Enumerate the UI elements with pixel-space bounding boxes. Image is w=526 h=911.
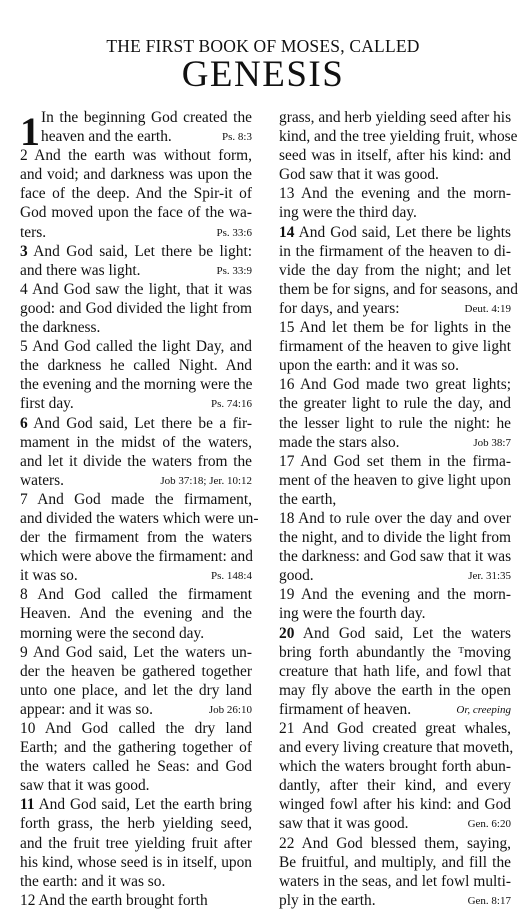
line-text: der the heaven be gathered together [20, 662, 252, 680]
text-line [20, 662, 252, 681]
line-text: the evening and the morning were the [20, 376, 253, 394]
cross-reference: Deut. 4:19 [464, 302, 511, 315]
text-line [279, 719, 511, 738]
text-line [20, 452, 252, 471]
text-line [279, 604, 511, 623]
line-text: and void; and darkness was upon the [20, 166, 252, 184]
line-text: may fly above the earth in the open [279, 681, 511, 699]
line-text: 5 And God called the light Day, and [20, 338, 252, 356]
line-text: in the firmament of the heaven to di- [279, 242, 511, 260]
cross-reference: Ps. 8:3 [222, 131, 252, 144]
line-text: creature that hath life, and fowl that [279, 662, 511, 680]
text-line [279, 814, 511, 833]
line-text: the darkness. [20, 319, 101, 337]
text-line [20, 547, 252, 566]
text-line [279, 834, 511, 853]
text-line [20, 700, 252, 719]
line-text: the greater light to rule the day, and [279, 395, 511, 413]
text-line [20, 585, 252, 604]
text-line [20, 643, 252, 662]
text-line [279, 146, 511, 165]
line-text: upon the earth: and it was so. [279, 357, 459, 375]
line-text: his kind, whose seed is in itself, upon [20, 853, 252, 871]
line-text: ing were the third day. [279, 204, 417, 222]
line-text: saw that it was good. [279, 815, 409, 833]
text-line [279, 757, 511, 776]
text-line [279, 203, 511, 222]
text-line [20, 891, 252, 910]
text-line [279, 318, 511, 337]
text-line [20, 223, 252, 242]
text-line [279, 242, 511, 261]
line-text: made the stars also. [279, 433, 400, 451]
text-line [279, 662, 511, 681]
line-text: and let it divide the waters from the [20, 452, 252, 470]
line-text: 12 And the earth brought forth [20, 891, 208, 909]
line-text: ters. [20, 223, 47, 241]
text-line [20, 146, 252, 165]
text-line [20, 280, 252, 299]
book-kicker: THE FIRST BOOK OF MOSES, CALLED [106, 36, 420, 56]
text-line [20, 108, 252, 127]
text-line [20, 471, 252, 490]
text-line [279, 528, 511, 547]
text-line [279, 356, 511, 375]
text-line [279, 165, 511, 184]
line-text: kind, and the tree yielding fruit, whose [279, 128, 518, 146]
text-line [20, 872, 252, 891]
text-line [279, 700, 511, 719]
text-line [20, 604, 252, 623]
line-text: 18 And to rule over the day and over [279, 509, 511, 527]
text-line [20, 261, 252, 280]
line-text: for days, and years: [279, 299, 400, 317]
line-text: 22 And God blessed them, saying, [279, 834, 511, 852]
line-text: firmament of heaven. [279, 700, 412, 718]
text-line [20, 795, 252, 814]
cross-reference: Ps. 33:9 [216, 264, 252, 277]
text-line [20, 853, 252, 872]
line-text: and the fruit tree yielding fruit after [20, 834, 252, 852]
line-text: waters. [20, 471, 65, 489]
cross-reference: Ps. 74:16 [211, 398, 252, 411]
line-text: bring forth abundantly the ᵀmoving [279, 643, 511, 661]
text-line [20, 337, 252, 356]
text-line [20, 356, 252, 375]
text-line [20, 242, 252, 261]
text-line [20, 490, 252, 509]
line-text: 16 And God made two great lights; [279, 376, 511, 394]
text-line [20, 776, 252, 795]
line-text: 2 And the earth was without form, [20, 147, 252, 165]
line-text: 3 And God said, Let there be light: [20, 242, 252, 260]
text-line [279, 776, 511, 795]
book-title: GENESIS [181, 54, 345, 95]
cross-reference: Gen. 8:17 [467, 894, 511, 907]
line-text: der the firmament from the waters [20, 529, 252, 547]
text-line [279, 414, 511, 433]
line-text: 10 And God called the dry land [20, 720, 252, 737]
cross-reference: Job 26:10 [208, 703, 252, 716]
text-line [20, 509, 259, 528]
line-text: firmament of the heaven to give light [279, 338, 511, 356]
line-text: forth grass, the herb yielding seed, [20, 815, 252, 833]
line-text: ply in the earth. [279, 891, 376, 909]
cross-reference: Or, creeping [456, 703, 511, 716]
text-line [20, 814, 252, 833]
text-line [20, 566, 252, 585]
text-line [279, 490, 511, 509]
text-line [20, 681, 252, 700]
line-text: 13 And the evening and the morn- [279, 185, 511, 203]
line-text: waters in the seas, and let fowl multi- [279, 872, 511, 890]
text-line [279, 853, 511, 872]
text-line [279, 394, 511, 413]
text-line [20, 719, 252, 738]
text-line [279, 643, 511, 662]
line-text: mament in the midst of the waters, [20, 433, 252, 451]
text-line [279, 547, 511, 566]
line-text: God saw that it was good. [279, 166, 439, 184]
line-text: them be for signs, and for seasons, and [279, 280, 518, 298]
line-text: it was so. [20, 567, 78, 585]
text-line [20, 127, 252, 146]
line-text: and every living creature that moveth, [279, 739, 514, 757]
text-line [279, 280, 518, 299]
right-text-column [279, 108, 518, 910]
text-line [279, 337, 511, 356]
line-text: face of the deep. And the Spir-it of [20, 185, 252, 203]
line-text: ment of the heaven to give light upon [279, 471, 511, 489]
line-text: first day. [20, 395, 74, 413]
text-line [20, 528, 252, 547]
text-line [279, 223, 511, 242]
line-text: the waters called he Seas: and God [20, 758, 252, 776]
line-text: 21 And God created great whales, [279, 720, 511, 737]
cross-reference: Job 37:18; Jer. 10:12 [160, 474, 252, 487]
line-text: good: and God divided the light from [20, 299, 252, 317]
line-text: the darkness he called Night. And [20, 357, 252, 375]
text-line [279, 872, 511, 891]
cross-reference: Job 38:7 [473, 436, 511, 449]
text-line [279, 375, 511, 394]
line-text: God moved upon the face of the wa- [20, 204, 252, 222]
line-text: and divided the waters which were un- [20, 509, 259, 527]
line-text: 9 And God said, Let the waters un- [20, 643, 252, 661]
line-text: vide the day from the night; and let [279, 261, 511, 279]
line-text: unto one place, and let the dry land [20, 681, 252, 699]
cross-reference: Jer. 31:35 [468, 570, 511, 583]
text-line [279, 127, 518, 146]
line-text: heaven and the earth. [41, 128, 172, 146]
line-text: 11 And God said, Let the earth bring [20, 796, 252, 814]
text-line [20, 394, 252, 413]
line-text: the night, and to divide the light from [279, 529, 511, 547]
text-line [279, 566, 511, 585]
cross-reference: Ps. 33:6 [216, 226, 252, 239]
text-line [20, 299, 252, 318]
text-line [279, 108, 511, 127]
text-line [20, 834, 252, 853]
line-text: good. [279, 567, 314, 585]
text-line [279, 261, 511, 280]
line-text: grass, and herb yielding seed after his [279, 109, 512, 126]
line-text: winged fowl after his kind: and God [279, 796, 511, 814]
text-line [279, 471, 511, 490]
text-line [279, 624, 511, 643]
line-text: Heaven. And the evening and the [20, 605, 252, 623]
line-text: 19 And the evening and the morn- [279, 586, 511, 604]
line-text: the earth, [279, 490, 337, 508]
text-line [20, 624, 252, 643]
line-text: Be fruitful, and multiply, and fill the [279, 853, 511, 871]
line-text: 6 And God said, Let there be a fir- [20, 414, 252, 432]
line-text: seed was in itself, after his kind: and [279, 147, 511, 165]
text-line [20, 375, 252, 394]
line-text: 7 And God made the firmament, [20, 490, 252, 508]
line-text: dantly, after their kind, and every [279, 777, 511, 795]
text-line [20, 318, 252, 337]
line-text: appear: and it was so. [20, 700, 153, 718]
line-text: which were above the firmament: and [20, 548, 253, 566]
line-text: and there was light. [20, 261, 141, 279]
line-text: 20 And God said, Let the waters [279, 624, 511, 642]
text-line [279, 681, 511, 700]
line-text: 8 And God called the firmament [20, 586, 252, 604]
line-text: morning were the second day. [20, 624, 205, 642]
text-line [20, 203, 252, 222]
text-line [20, 414, 252, 433]
line-text: the darkness: and God saw that it was [279, 548, 512, 566]
text-line [279, 452, 511, 471]
line-text: 17 And God set them in the firma- [279, 452, 511, 470]
line-text: the lesser light to rule the night: he [279, 414, 511, 432]
text-line [279, 433, 511, 452]
cross-reference: Gen. 6:20 [467, 818, 511, 831]
left-text-column [20, 108, 259, 910]
line-text: the earth: and it was so. [20, 872, 166, 890]
line-text: 14 And God said, Let there be lights [279, 223, 511, 241]
line-text: saw that it was good. [20, 777, 150, 795]
chapter-number: 1 [20, 109, 40, 154]
text-line [279, 795, 511, 814]
text-line [279, 585, 511, 604]
text-line [20, 184, 252, 203]
text-line [279, 509, 511, 528]
line-text: Earth; and the gathering together of [20, 739, 252, 757]
line-text: ing were the fourth day. [279, 605, 426, 623]
text-line [20, 738, 252, 757]
text-line [20, 757, 252, 776]
line-text: 4 And God saw the light, that it was [20, 280, 252, 298]
text-line [20, 165, 252, 184]
line-text: which the waters brought forth abun- [279, 758, 511, 776]
text-line [279, 299, 511, 318]
line-text: 15 And let them be for lights in the [279, 319, 511, 337]
cross-reference: Ps. 148:4 [211, 570, 252, 583]
text-line [279, 891, 511, 910]
text-line [279, 184, 511, 203]
text-line [279, 738, 514, 757]
line-text: In the beginning God created the [41, 109, 252, 126]
text-line [20, 433, 252, 452]
